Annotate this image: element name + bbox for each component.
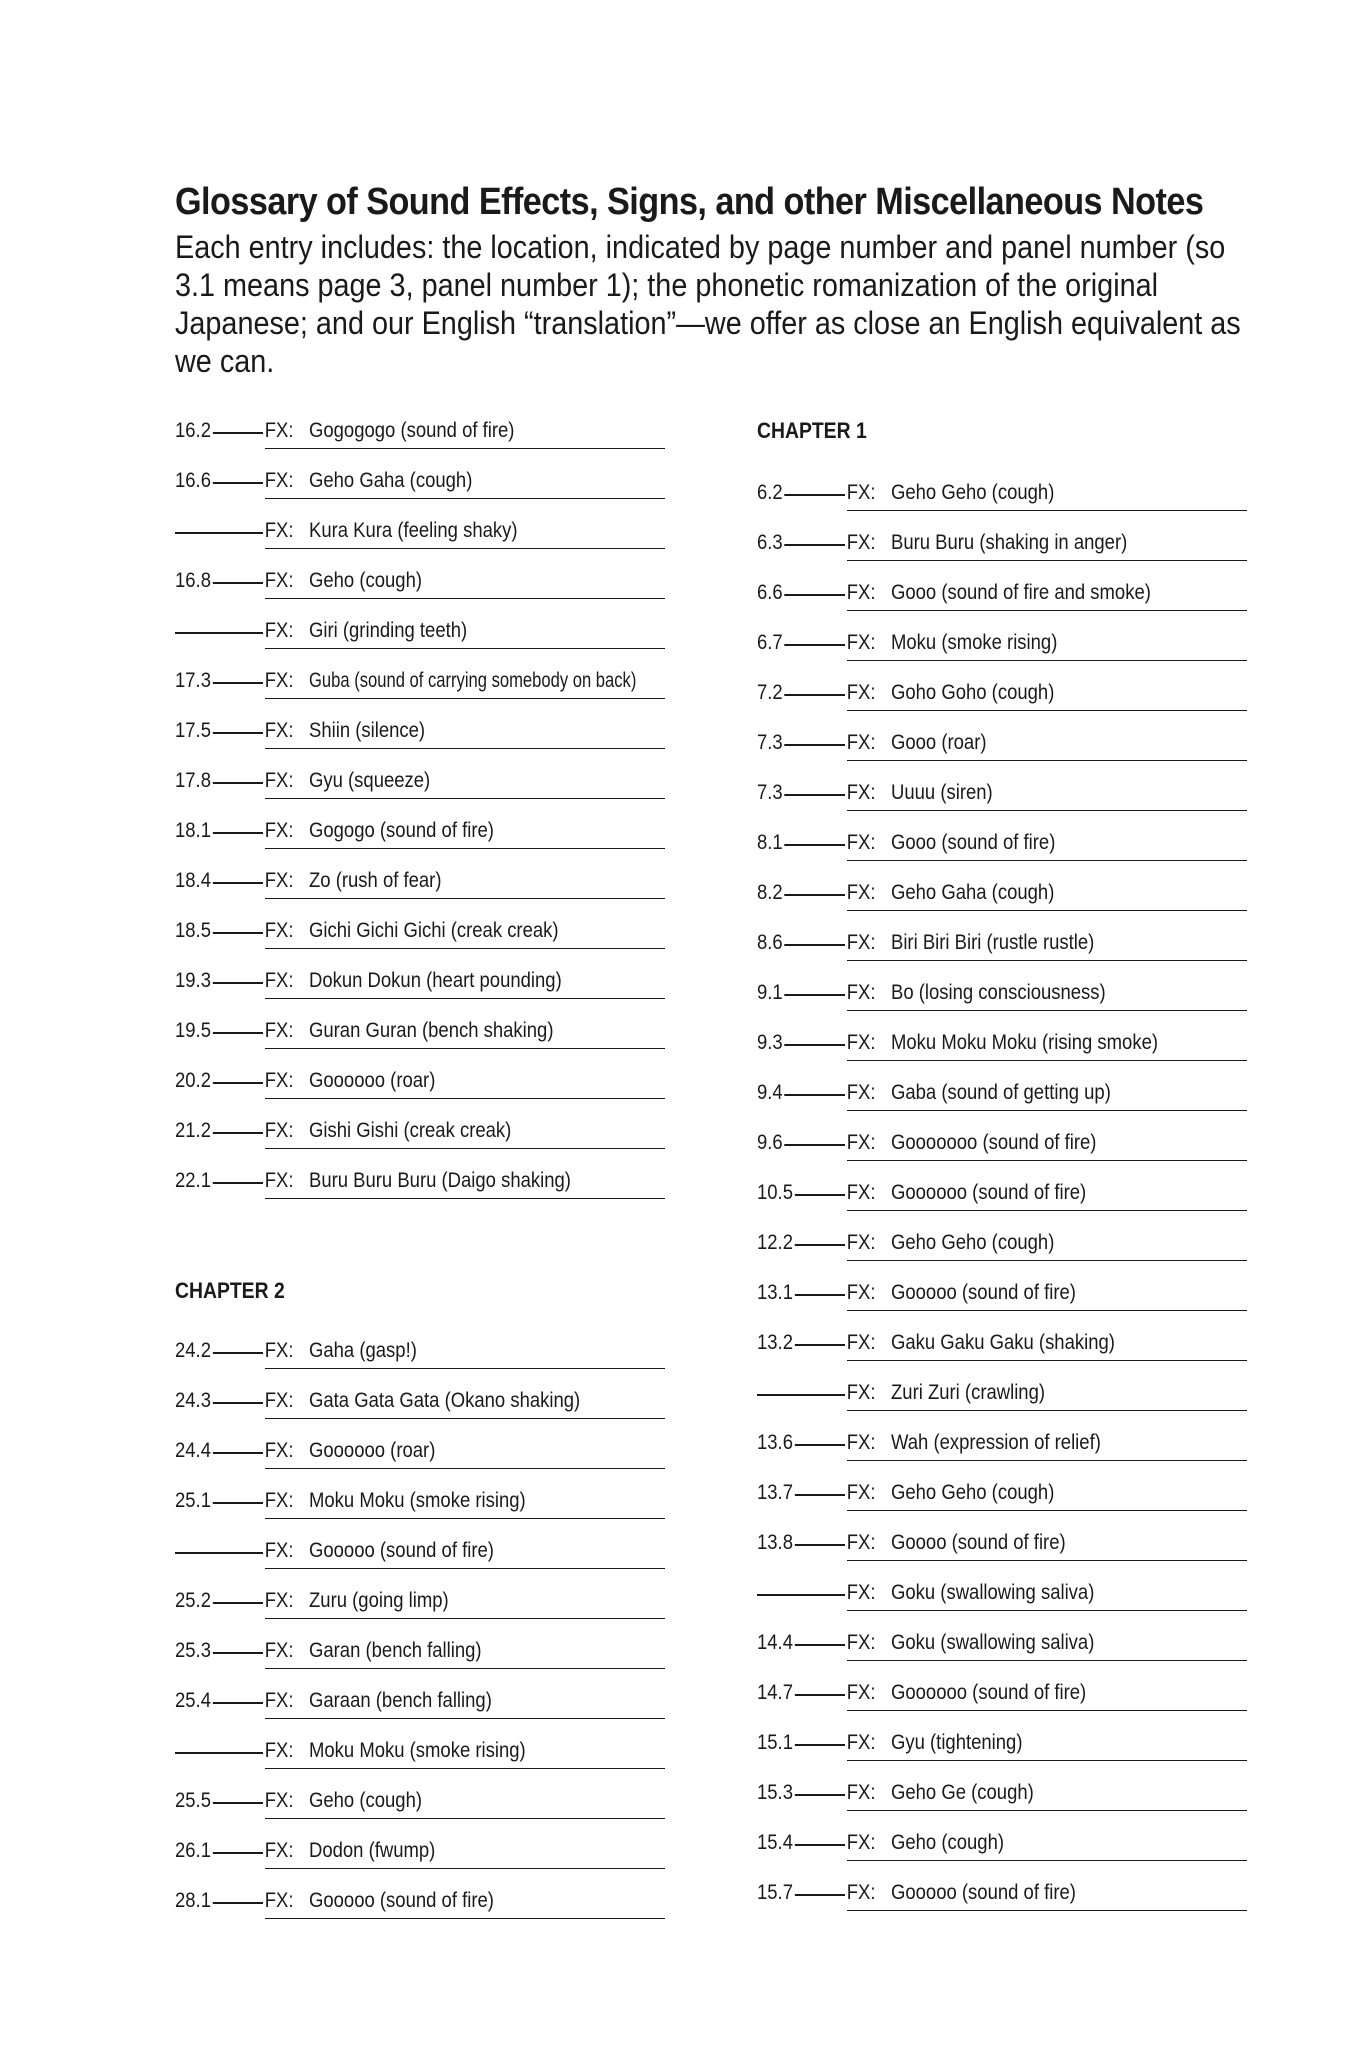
glossary-entry [757,922,1247,972]
entry-location: 25.1 [175,1489,211,1512]
fx-label: FX: [264,1839,294,1862]
fx-label: FX: [846,631,876,654]
entry-location: 13.7 [757,1481,793,1504]
glossary-entry [757,1272,1247,1322]
entry-description: Zuru (going limp) [309,1589,449,1612]
entry-location: 18.4 [175,869,211,892]
entry-description: Gooooo (sound of fire) [309,1889,494,1912]
glossary-entry [175,1160,665,1210]
entry-underline [265,1818,665,1819]
fx-label: FX: [264,1639,294,1662]
entry-underline [847,1060,1247,1061]
entry-location: 14.4 [757,1631,793,1654]
glossary-entry [175,1060,665,1110]
entry-location: 12.2 [757,1231,793,1254]
entry-description: Gishi Gishi (creak creak) [309,1119,512,1142]
glossary-entry [175,910,665,960]
entry-description: Guran Guran (bench shaking) [309,1019,554,1042]
entry-underline [847,1260,1247,1261]
glossary-entry [175,610,665,660]
entry-location: 26.1 [175,1839,211,1862]
entry-location: 7.3 [757,731,783,754]
entry-underline [265,1618,665,1619]
entry-underline [847,1460,1247,1461]
entry-underline [847,660,1247,661]
entry-underline [265,1668,665,1669]
glossary-entry [757,1622,1247,1672]
entry-description: Gata Gata Gata (Okano shaking) [309,1389,581,1412]
entry-location: 9.3 [757,1031,783,1054]
glossary-entry [757,1822,1247,1872]
entry-location: 7.3 [757,781,783,804]
glossary-entry [175,510,665,560]
entry-description: Geho Gaha (cough) [309,469,473,492]
entry-location: 13.6 [757,1431,793,1454]
entry-location: 6.7 [757,631,783,654]
glossary-entry [175,1010,665,1060]
entry-underline [265,1148,665,1149]
fx-label: FX: [264,619,294,642]
entry-description: Moku Moku (smoke rising) [309,1739,526,1762]
entry-underline [847,760,1247,761]
glossary-entry [175,1480,665,1530]
entry-location: 13.2 [757,1331,793,1354]
glossary-entry [757,722,1247,772]
entry-description: Geho Gaha (cough) [891,881,1055,904]
fx-label: FX: [846,1681,876,1704]
entry-underline [847,1310,1247,1311]
glossary-entry [757,472,1247,522]
glossary-entry [175,460,665,510]
entry-description: Gyu (squeeze) [309,769,431,792]
glossary-entry [757,1772,1247,1822]
entry-location: 15.3 [757,1781,793,1804]
fx-label: FX: [264,669,294,692]
entry-underline [847,1210,1247,1211]
entry-description: Geho Geho (cough) [891,481,1055,504]
entry-description: Gooooo (sound of fire) [309,1539,494,1562]
fx-label: FX: [846,1481,876,1504]
entry-underline [847,1660,1247,1661]
entry-description: Goooooo (sound of fire) [891,1681,1087,1704]
entry-description: Moku Moku Moku (rising smoke) [891,1031,1159,1054]
glossary-entry [757,622,1247,672]
entry-description: Gooooo (sound of fire) [891,1281,1076,1304]
fx-label: FX: [264,919,294,942]
entry-underline [265,548,665,549]
fx-label: FX: [846,781,876,804]
fx-label: FX: [846,531,876,554]
glossary-entry [757,1022,1247,1072]
entry-location: 25.2 [175,1589,211,1612]
entry-description: Zuri Zuri (crawling) [891,1381,1046,1404]
glossary-entry [757,1122,1247,1172]
fx-label: FX: [264,1169,294,1192]
glossary-entry [175,1780,665,1830]
entry-underline [265,1048,665,1049]
entry-underline [847,960,1247,961]
entry-description: Dokun Dokun (heart pounding) [309,969,562,992]
fx-label: FX: [264,1789,294,1812]
fx-label: FX: [264,519,294,542]
entry-description: Gooo (sound of fire and smoke) [891,581,1151,604]
entry-underline [847,1360,1247,1361]
entry-location: 15.1 [757,1731,793,1754]
entry-location: 6.3 [757,531,783,554]
entry-underline [265,798,665,799]
glossary-entry [757,1472,1247,1522]
entry-location: 14.7 [757,1681,793,1704]
fx-label: FX: [846,1031,876,1054]
entry-location: 17.8 [175,769,211,792]
entry-location: 9.4 [757,1081,783,1104]
entry-underline [265,698,665,699]
fx-label: FX: [264,1689,294,1712]
chapter-1-heading: CHAPTER 1 [757,418,867,443]
glossary-entry [757,1322,1247,1372]
glossary-entry [175,1630,665,1680]
entry-location: 15.4 [757,1831,793,1854]
fx-label: FX: [264,969,294,992]
entry-location: 18.1 [175,819,211,842]
entry-description: Moku Moku (smoke rising) [309,1489,526,1512]
entry-description: Zo (rush of fear) [309,869,442,892]
entry-description: Kura Kura (feeling shaky) [309,519,518,542]
entry-description: Gogogogo (sound of fire) [309,419,515,442]
entry-description: Dodon (fwump) [309,1839,436,1862]
entry-underline [847,1560,1247,1561]
glossary-entry [175,410,665,460]
glossary-entry [757,772,1247,822]
entry-underline [847,610,1247,611]
fx-label: FX: [846,1731,876,1754]
entry-dash-rule [175,1752,265,1754]
entry-location: 13.8 [757,1531,793,1554]
glossary-entry [175,760,665,810]
entry-description: Guba (sound of carrying somebody on back) [309,669,637,692]
entry-underline [265,848,665,849]
entry-underline [847,1710,1247,1711]
page-title: Glossary of Sound Effects, Signs, and other Miscellaneous Notes [175,181,1204,223]
fx-label: FX: [264,1389,294,1412]
entry-description: Goku (swallowing saliva) [891,1581,1095,1604]
fx-label: FX: [264,419,294,442]
entry-underline [265,1768,665,1769]
glossary-entry [757,1072,1247,1122]
entry-location: 28.1 [175,1889,211,1912]
fx-label: FX: [264,769,294,792]
entry-description: Gyu (tightening) [891,1731,1023,1754]
glossary-entry [175,1580,665,1630]
glossary-entry [757,572,1247,622]
entry-underline [847,1160,1247,1161]
glossary-entry [757,522,1247,572]
fx-label: FX: [846,1831,876,1854]
entry-underline [265,1518,665,1519]
entry-description: Gooooo (sound of fire) [891,1881,1076,1904]
entry-location: 8.1 [757,831,783,854]
fx-label: FX: [264,1589,294,1612]
entry-description: Gaku Gaku Gaku (shaking) [891,1331,1115,1354]
entry-description: Buru Buru (shaking in anger) [891,531,1128,554]
fx-label: FX: [846,1231,876,1254]
fx-label: FX: [846,1631,876,1654]
entry-description: Biri Biri Biri (rustle rustle) [891,931,1095,954]
entry-underline [847,1610,1247,1611]
fx-label: FX: [846,1181,876,1204]
entry-description: Gogogo (sound of fire) [309,819,494,842]
entry-dash-rule [757,1594,847,1596]
glossary-entry [175,1680,665,1730]
fx-label: FX: [264,1889,294,1912]
entry-location: 24.2 [175,1339,211,1362]
entry-description: Goooo (sound of fire) [891,1531,1066,1554]
entry-description: Geho Geho (cough) [891,1481,1055,1504]
entry-underline [847,860,1247,861]
entry-underline [847,1110,1247,1111]
glossary-entry [175,1830,665,1880]
entry-location: 10.5 [757,1181,793,1204]
entry-location: 19.3 [175,969,211,992]
entry-dash-rule [175,632,265,634]
entry-underline [265,498,665,499]
fx-label: FX: [846,1581,876,1604]
entry-description: Goho Goho (cough) [891,681,1055,704]
entry-underline [847,1410,1247,1411]
entry-description: Geho (cough) [309,569,423,592]
glossary-entry [175,710,665,760]
entry-underline [847,1910,1247,1911]
glossary-header [175,178,1255,380]
entry-location: 16.8 [175,569,211,592]
entry-dash-rule [175,532,265,534]
glossary-entry [757,1522,1247,1572]
entry-location: 15.7 [757,1881,793,1904]
entry-underline [847,1810,1247,1811]
entry-description: Gaha (gasp!) [309,1339,417,1362]
fx-label: FX: [264,819,294,842]
glossary-entry [757,672,1247,722]
glossary-entry [757,1672,1247,1722]
entry-underline [265,1918,665,1919]
entry-underline [847,710,1247,711]
entry-location: 19.5 [175,1019,211,1042]
entry-underline [265,748,665,749]
glossary-entry [757,822,1247,872]
entry-description: Garan (bench falling) [309,1639,482,1662]
glossary-entry [175,1880,665,1930]
fx-label: FX: [846,1431,876,1454]
entry-underline [265,1098,665,1099]
glossary-entry [175,1380,665,1430]
entry-description: Geho Geho (cough) [891,1231,1055,1254]
entry-location: 25.5 [175,1789,211,1812]
entry-location: 6.6 [757,581,783,604]
fx-label: FX: [846,1531,876,1554]
entry-underline [265,948,665,949]
entry-description: Goooooo (roar) [309,1069,436,1092]
fx-label: FX: [846,1331,876,1354]
glossary-entry [175,860,665,910]
entry-underline [847,810,1247,811]
glossary-entry [175,660,665,710]
fx-label: FX: [846,931,876,954]
entry-location: 6.2 [757,481,783,504]
entry-location: 8.2 [757,881,783,904]
entry-underline [265,998,665,999]
fx-label: FX: [846,681,876,704]
entry-dash-rule [175,1552,265,1554]
fx-label: FX: [264,1439,294,1462]
entry-location: 7.2 [757,681,783,704]
glossary-entry [175,560,665,610]
fx-label: FX: [264,1119,294,1142]
glossary-entry [175,960,665,1010]
entry-description: Gooo (roar) [891,731,987,754]
glossary-entry [757,1722,1247,1772]
entry-description: Gooooooo (sound of fire) [891,1131,1097,1154]
entry-description: Moku (smoke rising) [891,631,1058,654]
fx-label: FX: [846,1881,876,1904]
entry-location: 24.3 [175,1389,211,1412]
entry-location: 17.5 [175,719,211,742]
glossary-entry [175,810,665,860]
glossary-entry [757,1172,1247,1222]
fx-label: FX: [264,1339,294,1362]
entry-location: 18.5 [175,919,211,942]
fx-label: FX: [846,1131,876,1154]
fx-label: FX: [846,731,876,754]
entry-description: Gichi Gichi Gichi (creak creak) [309,919,559,942]
entry-underline [847,510,1247,511]
entry-underline [265,648,665,649]
glossary-entry [757,1572,1247,1622]
glossary-entry [757,1422,1247,1472]
glossary-entry [757,872,1247,922]
fx-label: FX: [264,1069,294,1092]
entry-underline [265,1718,665,1719]
entry-location: 8.6 [757,931,783,954]
glossary-entry [757,1222,1247,1272]
entry-description: Goku (swallowing saliva) [891,1631,1095,1654]
entry-underline [265,448,665,449]
entry-description: Buru Buru Buru (Daigo shaking) [309,1169,571,1192]
fx-label: FX: [264,719,294,742]
fx-label: FX: [846,881,876,904]
entry-description: Geho (cough) [309,1789,423,1812]
fx-label: FX: [264,869,294,892]
entry-description: Bo (losing consciousness) [891,981,1106,1004]
entry-location: 9.1 [757,981,783,1004]
entry-underline [847,1860,1247,1861]
entry-description: Uuuu (siren) [891,781,993,804]
fx-label: FX: [264,569,294,592]
glossary-entry [175,1430,665,1480]
entry-underline [265,1198,665,1199]
entry-underline [265,898,665,899]
fx-label: FX: [846,481,876,504]
entry-location: 25.4 [175,1689,211,1712]
entry-location: 22.1 [175,1169,211,1192]
entry-location: 24.4 [175,1439,211,1462]
entry-underline [265,1418,665,1419]
entry-underline [265,598,665,599]
entry-description: Geho (cough) [891,1831,1005,1854]
fx-label: FX: [264,469,294,492]
fx-label: FX: [264,1539,294,1562]
fx-label: FX: [846,1081,876,1104]
entry-dash-rule [757,1394,847,1396]
entry-underline [847,1010,1247,1011]
fx-label: FX: [846,981,876,1004]
fx-label: FX: [264,1019,294,1042]
entry-underline [265,1568,665,1569]
fx-label: FX: [846,581,876,604]
chapter-2-heading: CHAPTER 2 [175,1278,285,1303]
entry-location: 25.3 [175,1639,211,1662]
entry-underline [265,1868,665,1869]
entry-description: Goooooo (roar) [309,1439,436,1462]
fx-label: FX: [846,1781,876,1804]
fx-label: FX: [264,1489,294,1512]
glossary-entry [175,1110,665,1160]
entry-location: 20.2 [175,1069,211,1092]
glossary-entry [175,1530,665,1580]
intro-paragraph: Each entry includes: the location, indicated by page number and panel number (so 3.1 means page 3, panel number 1); the phonetic romanization of the original Japanese; and our English “translation”—we offer as close an English equivalent as we can. [175,229,1241,379]
fx-label: FX: [846,1381,876,1404]
entry-location: 16.2 [175,419,211,442]
entry-underline [847,1510,1247,1511]
glossary-entry [175,1730,665,1780]
entry-location: 17.3 [175,669,211,692]
glossary-entry [175,1330,665,1380]
entry-description: Geho Ge (cough) [891,1781,1034,1804]
entry-description: Wah (expression of relief) [891,1431,1101,1454]
entry-description: Garaan (bench falling) [309,1689,492,1712]
entry-underline [265,1468,665,1469]
entry-description: Goooooo (sound of fire) [891,1181,1087,1204]
entry-description: Gaba (sound of getting up) [891,1081,1111,1104]
fx-label: FX: [846,1281,876,1304]
entry-location: 21.2 [175,1119,211,1142]
entry-underline [847,910,1247,911]
fx-label: FX: [264,1739,294,1762]
fx-label: FX: [846,831,876,854]
entry-location: 13.1 [757,1281,793,1304]
entry-underline [265,1368,665,1369]
entry-description: Gooo (sound of fire) [891,831,1056,854]
entry-underline [847,560,1247,561]
entry-location: 16.6 [175,469,211,492]
glossary-entry [757,1372,1247,1422]
entry-description: Giri (grinding teeth) [309,619,468,642]
entry-location: 9.6 [757,1131,783,1154]
glossary-entry [757,1872,1247,1922]
entry-underline [847,1760,1247,1761]
glossary-entry [757,972,1247,1022]
entry-description: Shiin (silence) [309,719,426,742]
